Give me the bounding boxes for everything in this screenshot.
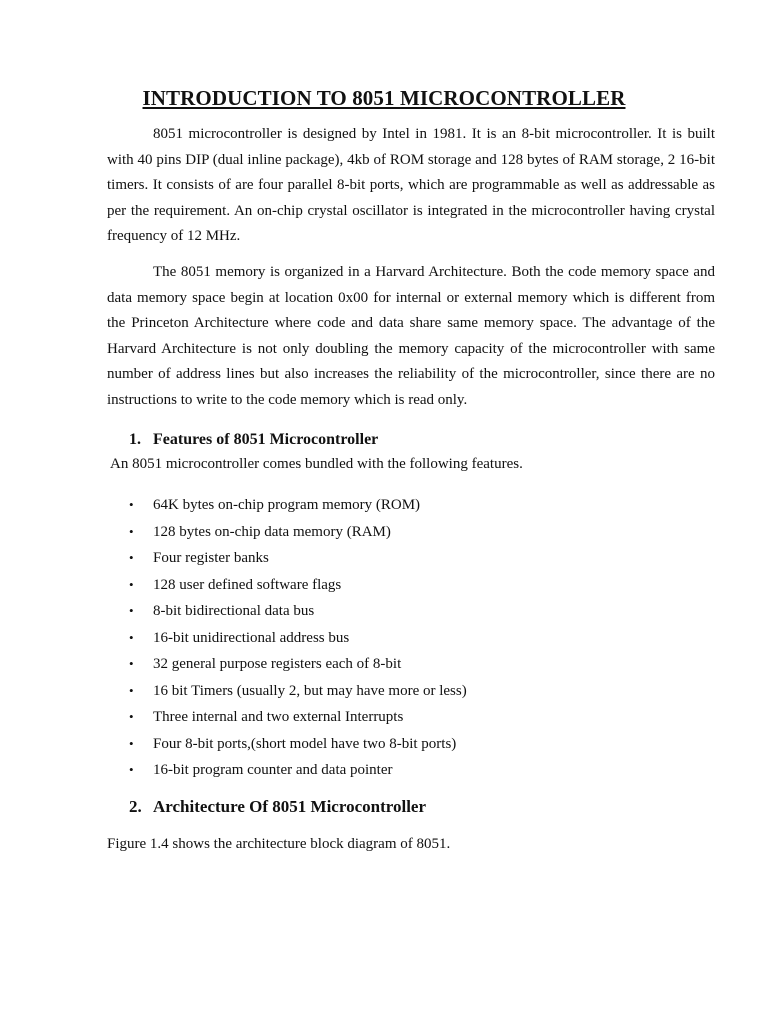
bullet-icon: • xyxy=(129,709,134,724)
list-item-text: 64K bytes on-chip program memory (ROM) xyxy=(153,497,421,513)
bullet-icon: • xyxy=(129,603,134,618)
list-item-text: Three internal and two external Interrupts xyxy=(153,709,404,725)
section-title: Architecture Of 8051 Microcontroller xyxy=(153,797,427,816)
bullet-icon: • xyxy=(129,762,134,777)
page-title: INTRODUCTION TO 8051 MICROCONTROLLER xyxy=(142,86,626,110)
list-item-text: Four 8-bit ports,(short model have two 8-bit ports) xyxy=(153,735,457,752)
list-item-text: 32 general purpose registers each of 8-bit xyxy=(153,656,402,672)
list-item-text: 128 bytes on-chip data memory (RAM) xyxy=(153,523,391,540)
bullet-icon: • xyxy=(129,550,134,565)
bullet-icon: • xyxy=(129,629,134,645)
list-item-text: 16-bit unidirectional address bus xyxy=(153,629,350,646)
list-item-text: 16 bit Timers (usually 2, but may have more or less) xyxy=(153,682,467,699)
bullet-icon: • xyxy=(129,656,134,671)
bullet-icon: • xyxy=(129,523,134,539)
section-number: 2. xyxy=(129,797,142,816)
bullet-icon: • xyxy=(129,735,134,751)
section-number: 1. xyxy=(129,431,141,448)
list-item-text: 8-bit bidirectional data bus xyxy=(153,603,315,619)
bullet-icon: • xyxy=(129,497,134,512)
bullet-icon: • xyxy=(129,576,134,592)
features-intro: An 8051 microcontroller comes bundled with the following features. xyxy=(110,456,523,472)
figure-reference: Figure 1.4 shows the architecture block diagram of 8051. xyxy=(107,836,451,852)
intro-paragraph: 8051 microcontroller is designed by Intel in 1981. It is an 8-bit microcontroller. It is built with 40 pins DIP (dual inline package), 4kb of ROM storage and 128 bytes of RAM storage, 2 16-bit timers. It consists of are four parallel 8-bit ports, which are programmable as well as addressable as per the requirement. An on-chip crystal oscillator is integrated in the microcontroller having crystal frequency of 12 MHz. xyxy=(107,126,715,244)
bullet-icon: • xyxy=(129,682,134,698)
list-item-text: Four register banks xyxy=(153,550,269,566)
memory-paragraph: The 8051 memory is organized in a Harvard Architecture. Both the code memory space and data memory space begin at location 0x00 for internal or external memory which is different from the Princeton Architecture where code and data share same memory space. The advantage of the Harvard Architecture is not only doubling the memory capacity of the microcontroller with same number of address lines but also increases the reliability of the microcontroller, since there are no instructions to write to the code memory which is read only. xyxy=(107,264,715,408)
list-item-text: 128 user defined software flags xyxy=(153,576,342,593)
section-title: Features of 8051 Microcontroller xyxy=(153,431,379,448)
section-heading-architecture xyxy=(129,797,426,817)
section-heading-features xyxy=(129,431,378,449)
list-item-text: 16-bit program counter and data pointer xyxy=(153,762,393,778)
